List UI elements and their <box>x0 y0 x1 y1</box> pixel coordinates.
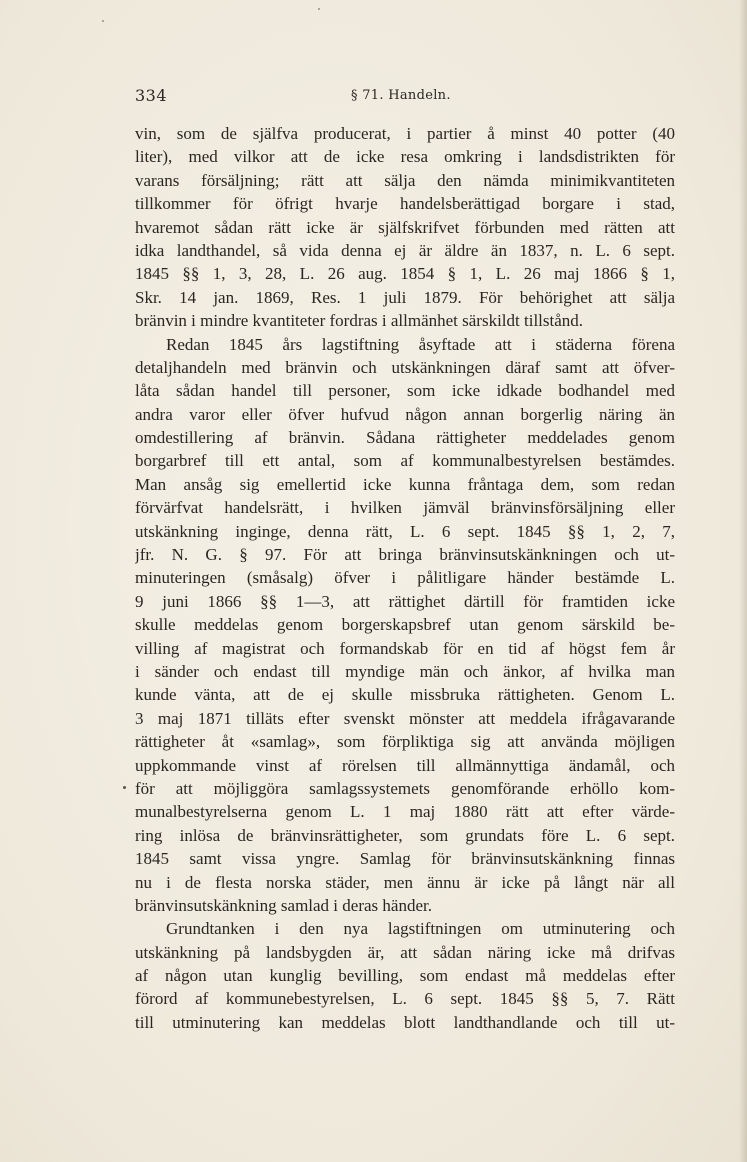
text-line: af någon utan kunglig bevilling, som endast må meddelas efter <box>135 966 675 986</box>
text-line: nu i de flesta norska städer, men ännu är icke på långt när all <box>135 872 675 892</box>
text-line: borgarbref till ett antal, som af kommunalbestyrelsen bestämdes. <box>135 451 675 471</box>
text-line: utskänkning inginge, denna rätt, L. 6 sept. 1845 §§ 1, 2, 7, <box>135 521 675 541</box>
body-text <box>135 122 675 1034</box>
text-line: vin, som de själfva producerat, i partier å minst 40 potter (40 <box>135 124 675 143</box>
text-line: hvaremot sådan rätt icke är själfskrifvet förbunden med rätten att <box>135 217 675 237</box>
text-line: detaljhandeln med bränvin och utskänkningen däraf samt att öfver- <box>135 357 675 377</box>
text-line: låta sådan handel till personer, som icke idkade bodhandel med <box>135 381 675 401</box>
text-line: för att möjliggöra samlagssystemets genomförande erhöllo kom- <box>135 778 675 798</box>
text-line: Man ansåg sig emellertid icke kunna fråntaga dem, som redan <box>135 474 675 494</box>
text-line: idka landthandel, så vida denna ej är äldre än 1837, n. L. 6 sept. <box>135 240 675 260</box>
text-line: liter), med vilkor att de icke resa omkring i landsdistrikten för <box>135 147 675 167</box>
text-line: bränvin i mindre kvantiteter fordras i allmänhet särskildt tillstånd. <box>135 311 584 331</box>
text-line: villing af magistrat och formandskab för en tid af högst fem år <box>135 638 675 658</box>
text-line: tillkommer för öfrigt hvarje handelsberättigad borgare i stad, <box>135 194 675 214</box>
text-line: omdestillering af bränvin. Sådana rättigheter meddelades genom <box>135 428 675 448</box>
text-line: jfr. N. G. § 97. För att bringa bränvinsutskänkningen och ut- <box>135 545 675 565</box>
text-line: kunde vänta, att de ej skulle missbruka rättigheten. Genom L. <box>135 685 675 705</box>
text-line: ring inlösa de bränvinsrättigheter, som grundats före L. 6 sept. <box>135 825 675 845</box>
text-line: förvärfvat handelsrätt, i hvilken jämväl bränvinsförsäljning eller <box>135 498 675 518</box>
text-line: skulle meddelas genom borgerskapsbref utan genom särskild be- <box>135 615 675 635</box>
paper-speck <box>318 8 320 10</box>
margin-mark <box>123 786 126 789</box>
page-edge-shadow <box>739 0 747 1162</box>
text-line: andra varor eller öfver hufvud någon annan borgerlig näring än <box>135 404 675 424</box>
page-number: 334 <box>135 86 168 105</box>
text-line: utskänkning på landsbygden är, att sådan näring icke må drifvas <box>135 942 675 962</box>
text-line: 1845 §§ 1, 3, 28, L. 26 aug. 1854 § 1, L. 26 maj 1866 § 1, <box>135 264 675 284</box>
text-line: minuteringen (småsalg) öfver i pålitligare händer bestämde L. <box>135 568 675 588</box>
page-header <box>135 86 675 110</box>
text-line: till utminutering kan meddelas blott landthandlande och till ut- <box>135 1012 675 1032</box>
text-line: Redan 1845 års lagstiftning åsyftade att i städerna förena <box>166 334 675 354</box>
text-line: Grundtanken i den nya lagstiftningen om utminutering och <box>166 919 675 939</box>
text-line: varans försäljning; rätt att sälja den nämda minimikvantiteten <box>135 170 675 190</box>
text-line: bränvinsutskänkning samlad i deras händer. <box>135 895 432 915</box>
text-line: Skr. 14 jan. 1869, Res. 1 juli 1879. För behörighet att sälja <box>135 287 675 307</box>
text-line: 3 maj 1871 tilläts efter svenskt mönster att meddela ifrågavarande <box>135 708 675 728</box>
running-head: § 71. Handeln. <box>351 88 451 103</box>
text-line: 1845 samt vissa yngre. Samlag för bränvinsutskänkning finnas <box>135 849 675 869</box>
text-line: uppkommande vinst af rörelsen till allmännyttiga ändamål, och <box>135 755 675 775</box>
text-line: 9 juni 1866 §§ 1—3, att rättighet därtill för framtiden icke <box>135 591 675 611</box>
paper-speck <box>102 20 104 22</box>
text-line: rättigheter åt «samlag», som förpliktiga sig att använda möjligen <box>135 732 675 752</box>
text-line: munalbestyrelserna genom L. 1 maj 1880 rätt att efter värde- <box>135 802 675 822</box>
text-line: i sänder och endast till myndige män och änkor, af hvilka man <box>135 661 675 681</box>
text-line: förord af kommunebestyrelsen, L. 6 sept. 1845 §§ 5, 7. Rätt <box>135 989 675 1009</box>
